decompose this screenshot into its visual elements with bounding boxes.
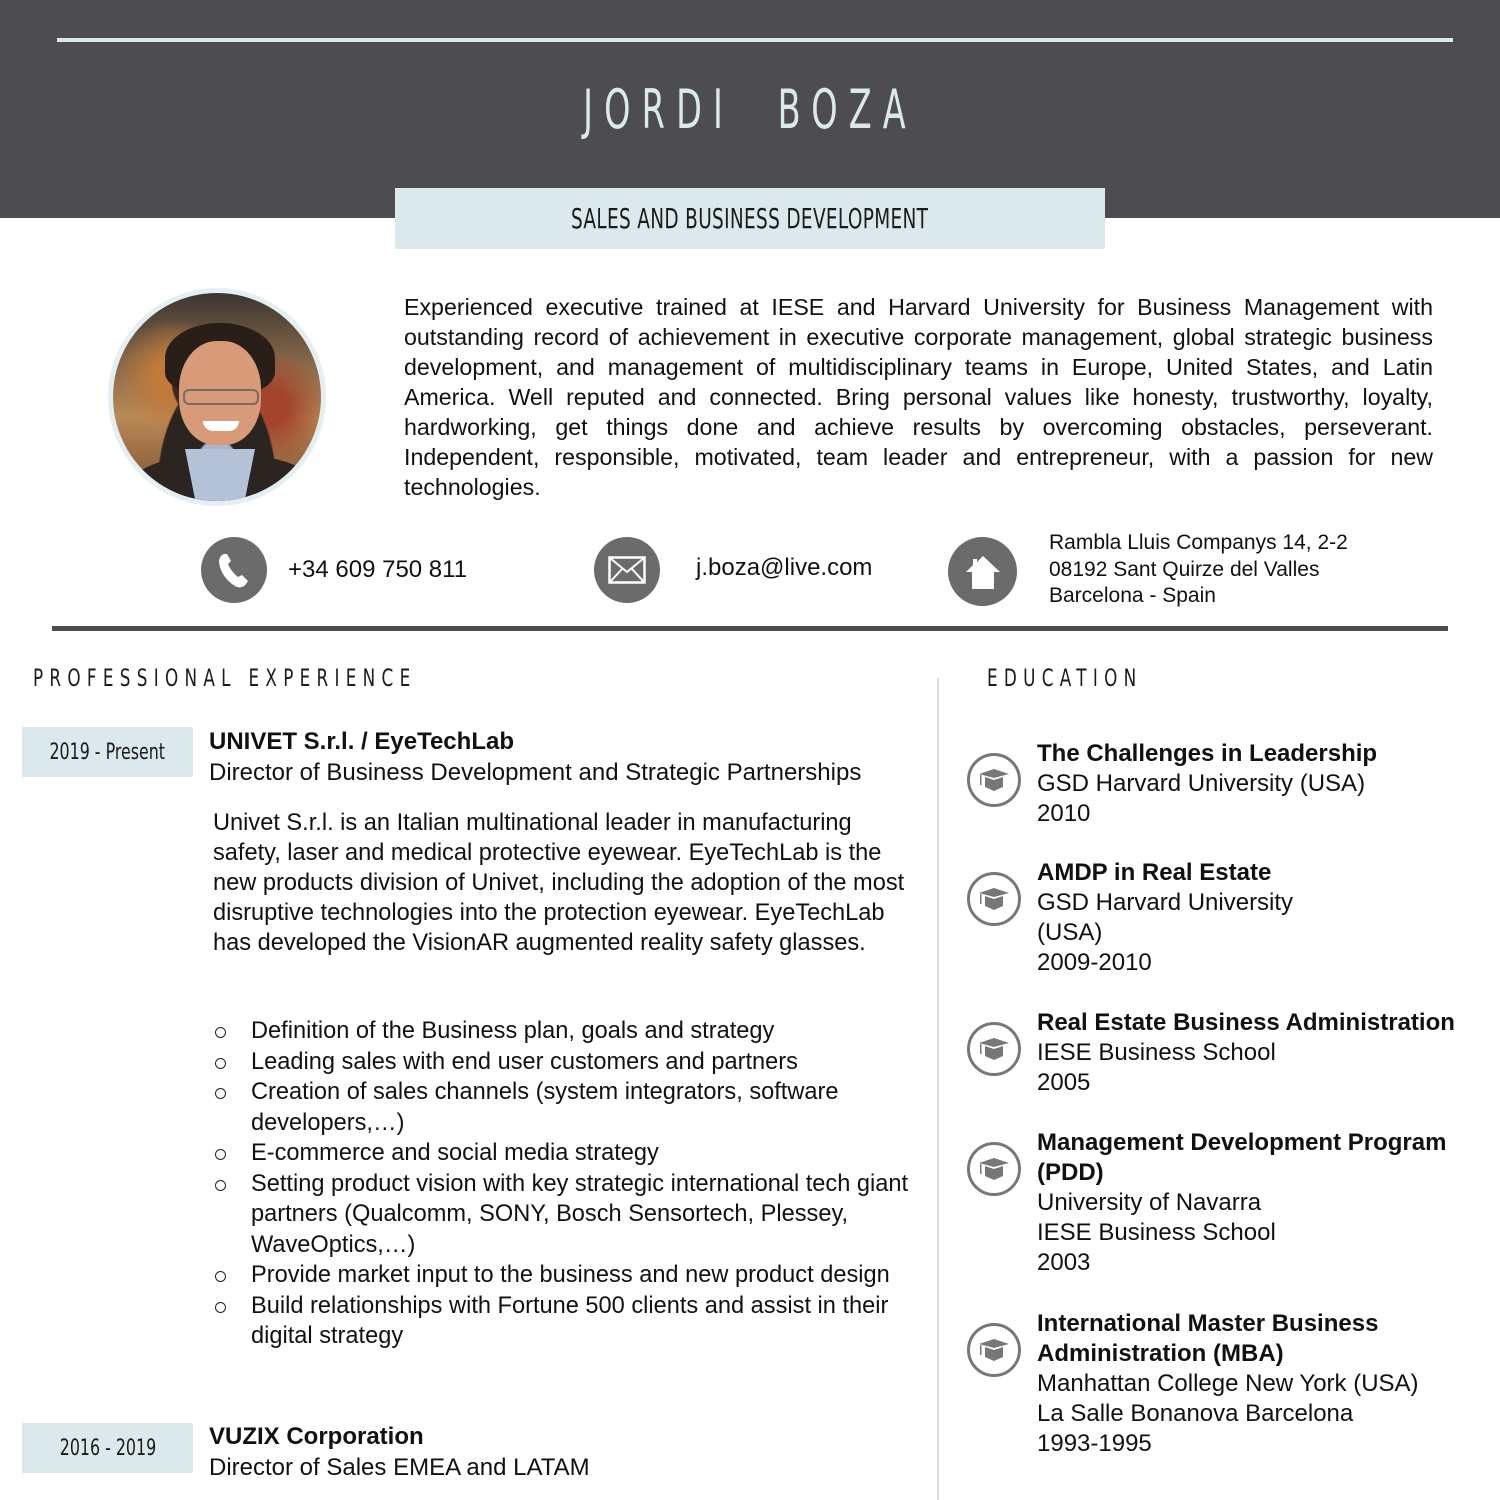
education-details [1037, 858, 1487, 978]
photo-smile [203, 421, 239, 431]
address-line-2: 08192 Sant Quirze del Valles [1049, 557, 1320, 581]
header-rule [57, 38, 1453, 42]
graduation-cap-icon [967, 1323, 1021, 1377]
responsibility-item: Build relationships with Fortune 500 clients and assist in their digital strategy [213, 1291, 913, 1352]
job-1-responsibilities [213, 1016, 913, 1352]
hollow-bullet-icon [215, 1271, 226, 1282]
subtitle-band [395, 188, 1105, 249]
education-title: AMDP in Real Estate [1037, 859, 1272, 886]
education-details [1037, 1309, 1437, 1459]
house-icon [948, 537, 1017, 606]
education-title: The Challenges in Leadership [1037, 740, 1378, 767]
address-line-3: Barcelona - Spain [1049, 584, 1216, 607]
hollow-bullet-icon [215, 1027, 226, 1038]
phone-icon [201, 537, 267, 603]
job-2-company: VUZIX Corporation [209, 1423, 424, 1450]
responsibility-item: Leading sales with end user customers and partners [213, 1047, 913, 1078]
postal-address [1049, 530, 1348, 610]
education-details [1037, 1128, 1477, 1278]
education-details [1037, 739, 1487, 829]
photo-glasses [183, 389, 259, 405]
job-1-company: UNIVET S.r.l. / EyeTechLab [209, 728, 514, 755]
email-address[interactable]: j.boza@live.com [696, 554, 873, 581]
job-1-role: Director of Business Development and Strategic Partnerships [209, 759, 862, 786]
phone-number[interactable]: +34 609 750 811 [288, 556, 468, 583]
education-line: 2003 [1037, 1249, 1091, 1276]
education-line: La Salle Bonanova Barcelona [1037, 1400, 1354, 1427]
responsibility-item: E-commerce and social media strategy [213, 1138, 913, 1169]
education-line: IESE Business School [1037, 1039, 1276, 1066]
graduation-cap-icon [967, 753, 1021, 807]
job-2-dates [22, 1423, 193, 1473]
hollow-bullet-icon [215, 1302, 226, 1313]
education-line: 2005 [1037, 1069, 1091, 1096]
education-line: GSD Harvard University (USA) [1037, 770, 1366, 797]
responsibility-item: Setting product vision with key strategic international tech giant partners (Qualcomm, SONY, Bosch Sensortech, Plessey, WaveOptics,…) [213, 1169, 913, 1261]
profile-photo [108, 288, 326, 506]
section-divider [52, 626, 1448, 631]
job-2-date-label: 2016 - 2019 [59, 1435, 156, 1461]
graduation-cap-icon [967, 1142, 1021, 1196]
education-title: Management Development Program (PDD) [1037, 1129, 1447, 1186]
responsibility-item: Creation of sales channels (system integrators, software developers,…) [213, 1077, 913, 1138]
responsibility-item: Provide market input to the business and new product design [213, 1260, 913, 1291]
education-title: International Master Business Administration (MBA) [1037, 1310, 1379, 1367]
responsibility-item: Definition of the Business plan, goals and strategy [213, 1016, 913, 1047]
header-banner [0, 0, 1500, 218]
experience-heading: PROFESSIONAL EXPERIENCE [33, 664, 417, 692]
candidate-name: JORDI BOZA [583, 78, 917, 141]
hollow-bullet-icon [215, 1149, 226, 1160]
education-line: University of Navarra [1037, 1189, 1262, 1216]
address-line-1: Rambla Lluis Companys 14, 2-2 [1049, 531, 1348, 554]
hollow-bullet-icon [215, 1180, 226, 1191]
job-1-date-label: 2019 - Present [49, 739, 166, 765]
hollow-bullet-icon [215, 1058, 226, 1069]
education-line: 2009-2010 [1037, 949, 1152, 976]
photo-shirt [185, 449, 255, 506]
education-line: 1993-1995 [1037, 1430, 1152, 1457]
education-line: GSD Harvard University [1037, 889, 1294, 916]
education-heading: EDUCATION [987, 664, 1143, 692]
education-line: IESE Business School [1037, 1219, 1276, 1246]
envelope-icon [594, 537, 660, 603]
education-details [1037, 1008, 1487, 1098]
job-2-role: Director of Sales EMEA and LATAM [209, 1454, 590, 1481]
graduation-cap-icon [967, 872, 1021, 926]
education-line: 2010 [1037, 800, 1091, 827]
graduation-cap-icon [967, 1022, 1021, 1076]
job-headline: SALES AND BUSINESS DEVELOPMENT [571, 202, 929, 235]
education-line: Manhattan College New York (USA) [1037, 1370, 1419, 1397]
job-1-dates [22, 727, 193, 777]
job-1-description: Univet S.r.l. is an Italian multinational leader in manufacturing safety, laser and medical protective eyewear. EyeTechLab is the new products division of Univet, including the adoption of the most disruptive technologies into the protection eyewear. EyeTechLab has developed the VisionAR augmented reality safety glasses. [213, 810, 905, 956]
education-title: Real Estate Business Administration [1037, 1009, 1455, 1036]
profile-summary: Experienced executive trained at IESE and Harvard University for Business Management with outstanding record of achievement in executive corporate management, global strategic business development, and management of multidisciplinary teams in Europe, United States, and Latin America. Well reputed and connected. Bring personal values like honesty, trustworthy, loyalty, hardworking, get things done and achieve results by overcoming obstacles, perseverant. Independent, responsible, motivated, team leader and entrepreneur, with a passion for new technologies. [404, 294, 1433, 500]
column-divider [937, 678, 939, 1500]
education-line: (USA) [1037, 919, 1103, 946]
hollow-bullet-icon [215, 1088, 226, 1099]
